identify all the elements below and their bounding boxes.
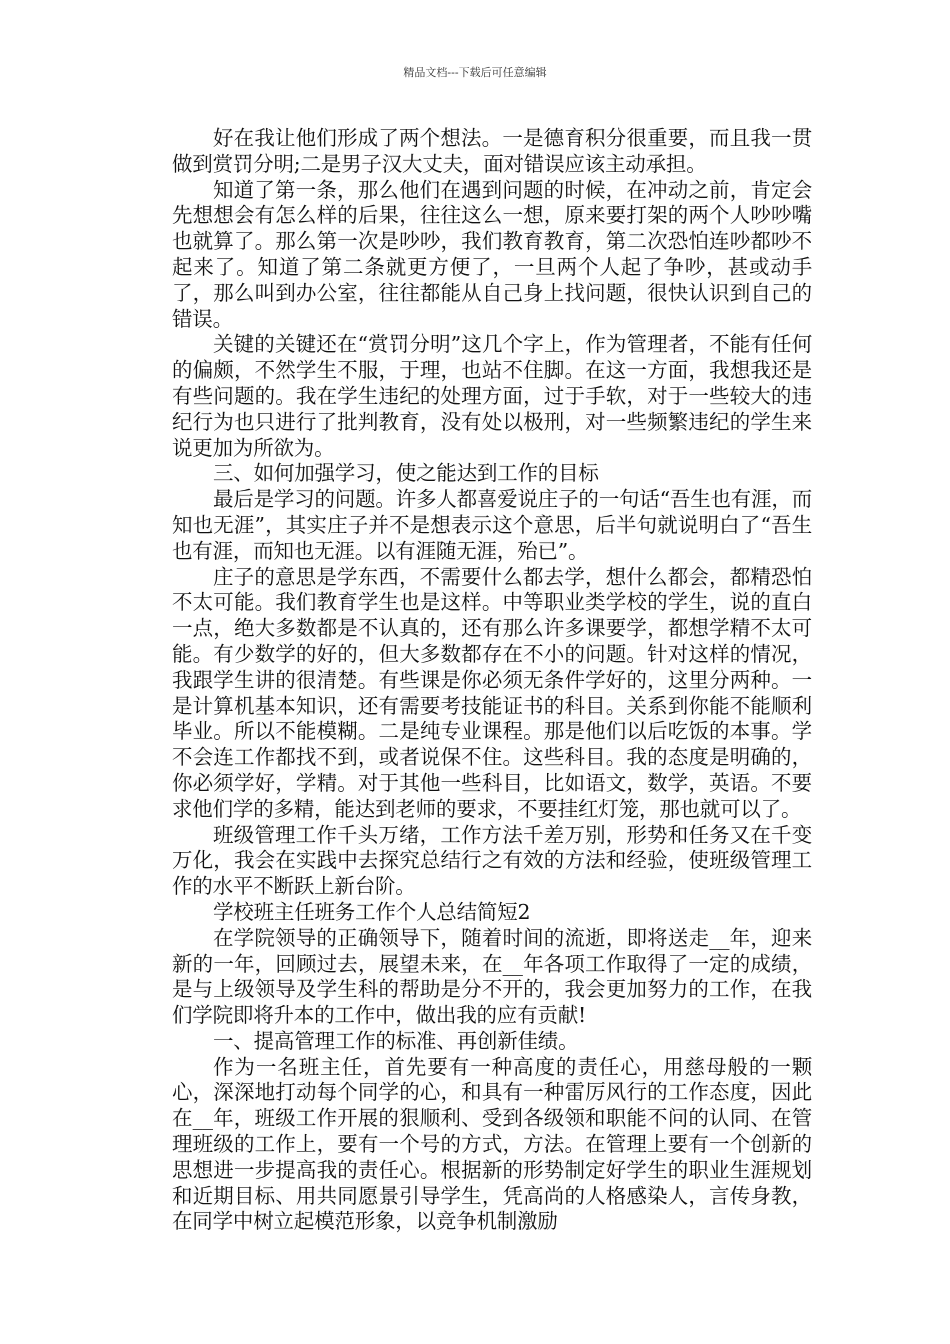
document-title: 学校班主任班务工作个人总结简短2	[213, 899, 531, 924]
paragraph: 作为一名班主任，首先要有一种高度的责任心，用慈母般的一颗心，深深地打动每个同学的心，和具有一种雷厉风行的工作态度，因此在__年，班级工作开展的狠顺利、受到各级领和职能不问的认同、在管理班级的工作上，要有一个号的方式，方法。在管理上要有一个创新的思想进一步提高我的责任心。根据新的形势制定好学生的职业生涯规划和近期目标、用共同愿景引导学生，凭高尚的人格感染人，言传身教，在同学中树立起模范形象，以竞争机制激励	[172, 1054, 812, 1234]
paragraph: 班级管理工作千头万绪，工作方法千差万别，形势和任务又在千变万化，我会在实践中去探究总结行之有效的方法和经验，使班级管理工作的水平不断跃上新台阶。	[172, 822, 812, 899]
paragraph: 最后是学习的问题。许多人都喜爱说庄子的一句话“吾生也有涯，而知也无涯”，其实庄子并不是想表示这个意思，后半句就说明白了“吾生也有涯，而知也无涯。以有涯随无涯，殆已”。	[172, 487, 812, 563]
document-body	[172, 126, 812, 1235]
page-header: 精品文档---下载后可任意编辑	[403, 66, 547, 79]
paragraph: 知道了第一条，那么他们在遇到问题的时候，在冲动之前，肯定会先想想会有怎么样的后果，往往这么一想，原来要打架的两个人吵吵嘴也就算了。那么第一次是吵吵，我们教育教育，第二次恐怕连吵都吵不起来了。知道了第二条就更方便了，一旦两个人起了争吵，甚或动手了，那么叫到办公室，往往都能从自己身上找问题，很快认识到自己的错误。	[172, 177, 812, 331]
paragraph: 好在我让他们形成了两个想法。一是德育积分很重要，而且我一贯做到赏罚分明;二是男子汉大丈夫，面对错误应该主动承担。	[172, 126, 812, 176]
section-heading: 三、如何加强学习，使之能达到工作的目标	[213, 461, 599, 486]
paragraph: 在学院领导的正确领导下，随着时间的流逝，即将送走__年，迎来新的一年，回顾过去，展望未来，在__年各项工作取得了一定的成绩，是与上级领导及学生科的帮助是分不开的，我会更加努力的工作，在我们学院即将升本的工作中，做出我的应有贡献!	[172, 925, 812, 1028]
section-heading: 一、提高管理工作的标准、再创新佳绩。	[213, 1028, 579, 1053]
paragraph: 庄子的意思是学东西，不需要什么都去学，想什么都会，都精恐怕不太可能。我们教育学生也是这样。中等职业类学校的学生，说的直白一点，绝大多数都是不认真的，还有那么许多课要学，都想学精不太可能。有少数学的好的，但大多数都存在不小的问题。针对这样的情况，我跟学生讲的很清楚。有些课是你必须无条件学好的，这里分两种。一是计算机基本知识，还有需要考技能证书的科目。关系到你能不能顺利毕业。所以不能模糊。二是纯专业课程。那是他们以后吃饭的本事。学不会连工作都找不到，或者说保不住。这些科目。我的态度是明确的，你必须学好，学精。对于其他一些科目，比如语文，数学，英语。不要求他们学的多精，能达到老师的要求，不要挂红灯笼，那也就可以了。	[172, 564, 812, 821]
paragraph: 关键的关键还在“赏罚分明”这几个字上，作为管理者，不能有任何的偏颇，不然学生不服，于理，也站不住脚。在这一方面，我想我还是有些问题的。我在学生违纪的处理方面，过于手软，对于一些较大的违纪行为也只进行了批判教育，没有处以极刑，对一些频繁违纪的学生来说更加为所欲为。	[172, 332, 812, 460]
